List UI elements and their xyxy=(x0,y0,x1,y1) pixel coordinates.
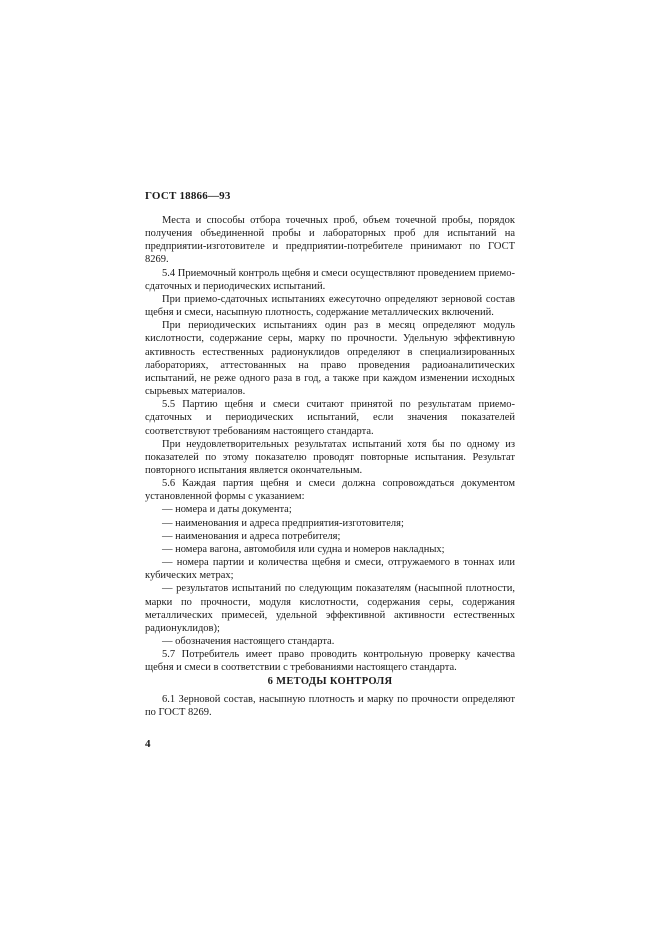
list-item-batch-quantity: — номера партии и количества щебня и смеси, отгружаемого в тоннах или кубических метрах; xyxy=(145,557,515,582)
list-item-test-results: — результатов испытаний по следующим показателям (насыпной плотности, марки по прочности, модуля кислотности, содержания серы, содержания металлических примесей, удельной эффективной активности естественных радионуклидов); xyxy=(145,583,515,634)
section-heading-control-methods: 6 МЕТОДЫ КОНТРОЛЯ xyxy=(267,676,393,688)
list-item-standard-designation: — обозначения настоящего стандарта. xyxy=(162,636,335,647)
list-item-manufacturer: — наименования и адреса предприятия-изготовителя; xyxy=(162,517,404,529)
list-item-vehicle-number: — номера вагона, автомобиля или судна и номеров накладных; xyxy=(162,543,445,555)
paragraph-5-5: 5.5 Партию щебня и смеси считают принятой по результатам приемо-сдаточных и периодических испытаний, если значения показателей соответствуют требованиям настоящего стандарта. xyxy=(145,399,515,437)
paragraph-6-1: 6.1 Зерновой состав, насыпную плотность и марку по прочности определяют по ГОСТ 8269. xyxy=(145,693,515,718)
document-body xyxy=(145,214,515,719)
paragraph-periodic-tests: При периодических испытаниях один раз в месяц определяют модуль кислотности, содержание серы, марку по прочности. Удельную эффективную активность естественных радионуклидов определяют в специализированных лабораториях, аттестованных на право проведения радиоаналитических испытаний, не реже одного раза в год, а также при каждом изменении исходных сырьевых материалов. xyxy=(145,320,515,398)
paragraph-5-4: 5.4 Приемочный контроль щебня и смеси осуществляют проведением приемо-сдаточных и периодических испытаний. xyxy=(145,267,515,292)
paragraph-acceptance-tests: При приемо-сдаточных испытаниях ежесуточно определяют зерновой состав щебня и смеси, насыпную плотность, содержание металлических включений. xyxy=(145,293,515,319)
paragraph-5-6: 5.6 Каждая партия щебня и смеси должна сопровождаться документом установленной формы с указанием: xyxy=(145,478,515,503)
list-item-consumer: — наименования и адреса потребителя; xyxy=(162,530,341,542)
paragraph-retest: При неудовлетворительных результатах испытаний хотя бы по одному из показателей по этому показателю проводят повторные испытания. Результат повторного испытания является окончательным. xyxy=(145,438,515,476)
paragraph-5-7: 5.7 Потребитель имеет право проводить контрольную проверку качества щебня и смеси в соответствии с требованиями настоящего стандарта. xyxy=(145,649,515,674)
document-code-header: ГОСТ 18866—93 xyxy=(145,190,231,202)
paragraph-sampling-methods: Места и способы отбора точечных проб, объем точечной пробы, порядок получения объединенной пробы и лабораторных проб для испытаний на предприятии-изготовителе и предприятии-потребителе принимают по ГОСТ 8269. xyxy=(145,215,515,266)
page-number: 4 xyxy=(145,738,151,750)
list-item-document-number: — номера и даты документа; xyxy=(162,504,292,516)
